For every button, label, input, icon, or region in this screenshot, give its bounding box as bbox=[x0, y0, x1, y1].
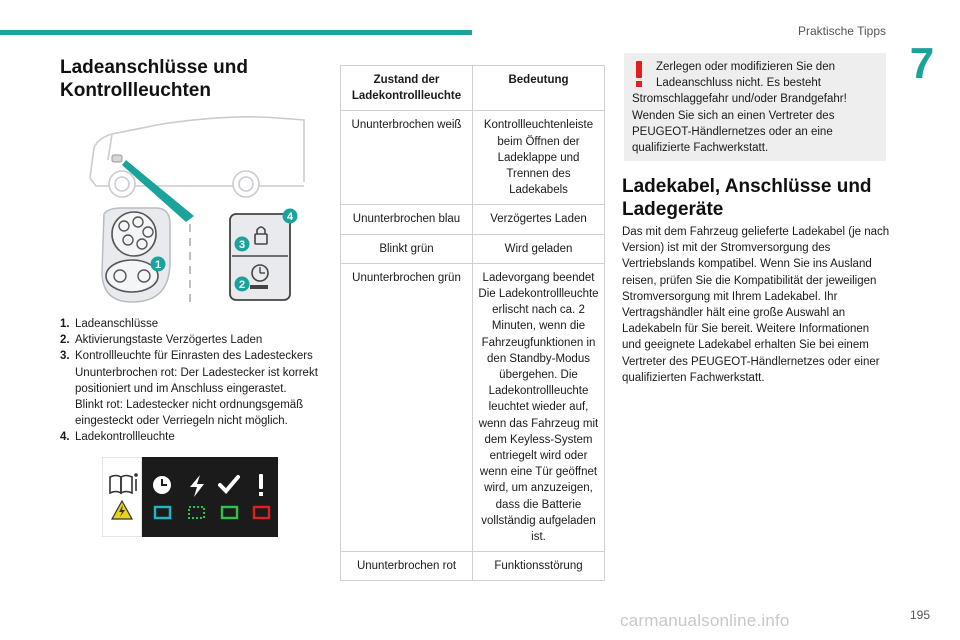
header-accent-bar bbox=[0, 30, 472, 35]
table-header-meaning: Bedeutung bbox=[473, 66, 605, 111]
indicator-status-table bbox=[340, 65, 605, 581]
legend-item bbox=[60, 316, 325, 332]
legend-number: 1. bbox=[60, 318, 70, 330]
legend-text: Ladeanschlüsse bbox=[75, 318, 159, 330]
legend-subtext: Ununterbrochen rot: Der Ladestecker ist korrekt positioniert und im Anschluss eingerastet. bbox=[75, 366, 318, 395]
legend-text: Aktivierungstaste Verzögertes Laden bbox=[75, 334, 263, 347]
legend-item bbox=[60, 429, 325, 445]
chapter-number: 7 bbox=[909, 39, 935, 88]
section-heading: Ladekabel, Anschlüsse und Ladegeräte bbox=[622, 176, 872, 220]
callout-2: 2 bbox=[238, 279, 246, 291]
page-heading: Ladeanschlüsse und Kontrollleuchten bbox=[60, 57, 248, 101]
legend-number: 2. bbox=[60, 334, 70, 347]
table-row bbox=[341, 111, 605, 205]
table-cell-meaning: Verzögertes Laden bbox=[473, 205, 605, 234]
watermark: carmanualsonline.info bbox=[620, 611, 790, 630]
warning-text-first: Zerlegen oder modifizieren Sie den Ladeanschluss nicht. Es besteht bbox=[656, 61, 835, 90]
charge-flap-icon bbox=[112, 155, 122, 162]
callout-4: 4 bbox=[286, 211, 294, 223]
warning-exclamation-icon bbox=[634, 61, 644, 87]
warning-text-rest: Stromschlaggefahr und/oder Brandgefahr! Wenden Sie sich an einen Vertreter des PEUGEOT-Händlernetzes oder an eine qualifizierte Fachwerkstatt. bbox=[632, 93, 847, 155]
legend-text: Ladekontrollleuchte bbox=[75, 431, 175, 444]
callout-3: 3 bbox=[238, 239, 246, 251]
body-paragraph: Das mit dem Fahrzeug gelieferte Ladekabel (je nach Version) ist mit der Stromversorgung des Vertriebslands kompatibel. Wenn Sie ins Ausland reisen, prüfen Sie die Kompatibilität der jeweiligen Stromversorgung mit Ihrem Ladekabel. Ihr Vertragshändler hält eine große Auswahl an Ladekabeln für Sie bereit. Weitere Informationen und geeignete Ladekabel erhalten Sie bei einem Vertreter des PEUGEOT-Händlernetzes oder einer qualifizierten Fachwerkstatt. bbox=[622, 226, 890, 384]
legend-number: 4. bbox=[60, 431, 70, 444]
callout-1: 1 bbox=[154, 259, 162, 271]
exclamation-icon bbox=[259, 474, 263, 489]
left-column bbox=[60, 56, 310, 102]
table-row bbox=[341, 552, 605, 581]
table-cell-state: Blinkt grün bbox=[341, 234, 473, 263]
charge-indicator-strip bbox=[102, 457, 278, 537]
figure-legend bbox=[60, 316, 325, 446]
table-cell-state: Ununterbrochen weiß bbox=[341, 111, 473, 205]
table-cell-state: Ununterbrochen rot bbox=[341, 552, 473, 581]
legend-subtext: Blinkt rot: Ladestecker nicht ordnungsgemäß eingesteckt oder Verriegeln nicht möglich. bbox=[75, 399, 304, 428]
table-cell-meaning: Kontrollleuchtenleiste beim Öffnen der Ladeklappe und Trennen des Ladekabels bbox=[473, 111, 605, 205]
charging-socket-icon bbox=[102, 208, 170, 302]
table-cell-meaning: Ladevorgang beendet Die Ladekontrollleuchte erlischt nach ca. 2 Minuten, wenn die Fahrzeugfunktionen in den Standby-Modus übergehen. Die Ladekontrollleuchte leuchtet wieder auf, wenn das Fahrzeug mit dem Keyless-System entriegelt wird oder wenn eine Tür geöffnet wird, um anzuzeigen, dass die Batterie vollständig aufgeladen ist. bbox=[473, 263, 605, 551]
legend-item bbox=[60, 332, 325, 348]
legend-text: Kontrollleuchte für Einrasten des Ladesteckers bbox=[75, 350, 313, 363]
table-cell-meaning: Funktionsstörung bbox=[473, 552, 605, 581]
table-row bbox=[341, 263, 605, 551]
legend-number: 3. bbox=[60, 350, 70, 363]
charging-port-illustration bbox=[82, 112, 312, 312]
table-cell-state: Ununterbrochen grün bbox=[341, 263, 473, 551]
table-row bbox=[341, 234, 605, 263]
table-cell-state: Ununterbrochen blau bbox=[341, 205, 473, 234]
section-title: Praktische Tipps bbox=[797, 24, 886, 38]
warning-box bbox=[624, 53, 886, 161]
table-header-state: Zustand der Ladekontrollleuchte bbox=[341, 66, 473, 111]
table-cell-meaning: Wird geladen bbox=[473, 234, 605, 263]
table-header-row bbox=[341, 66, 605, 111]
table-row bbox=[341, 205, 605, 234]
legend-item bbox=[60, 348, 325, 364]
page-number: 195 bbox=[910, 608, 931, 622]
